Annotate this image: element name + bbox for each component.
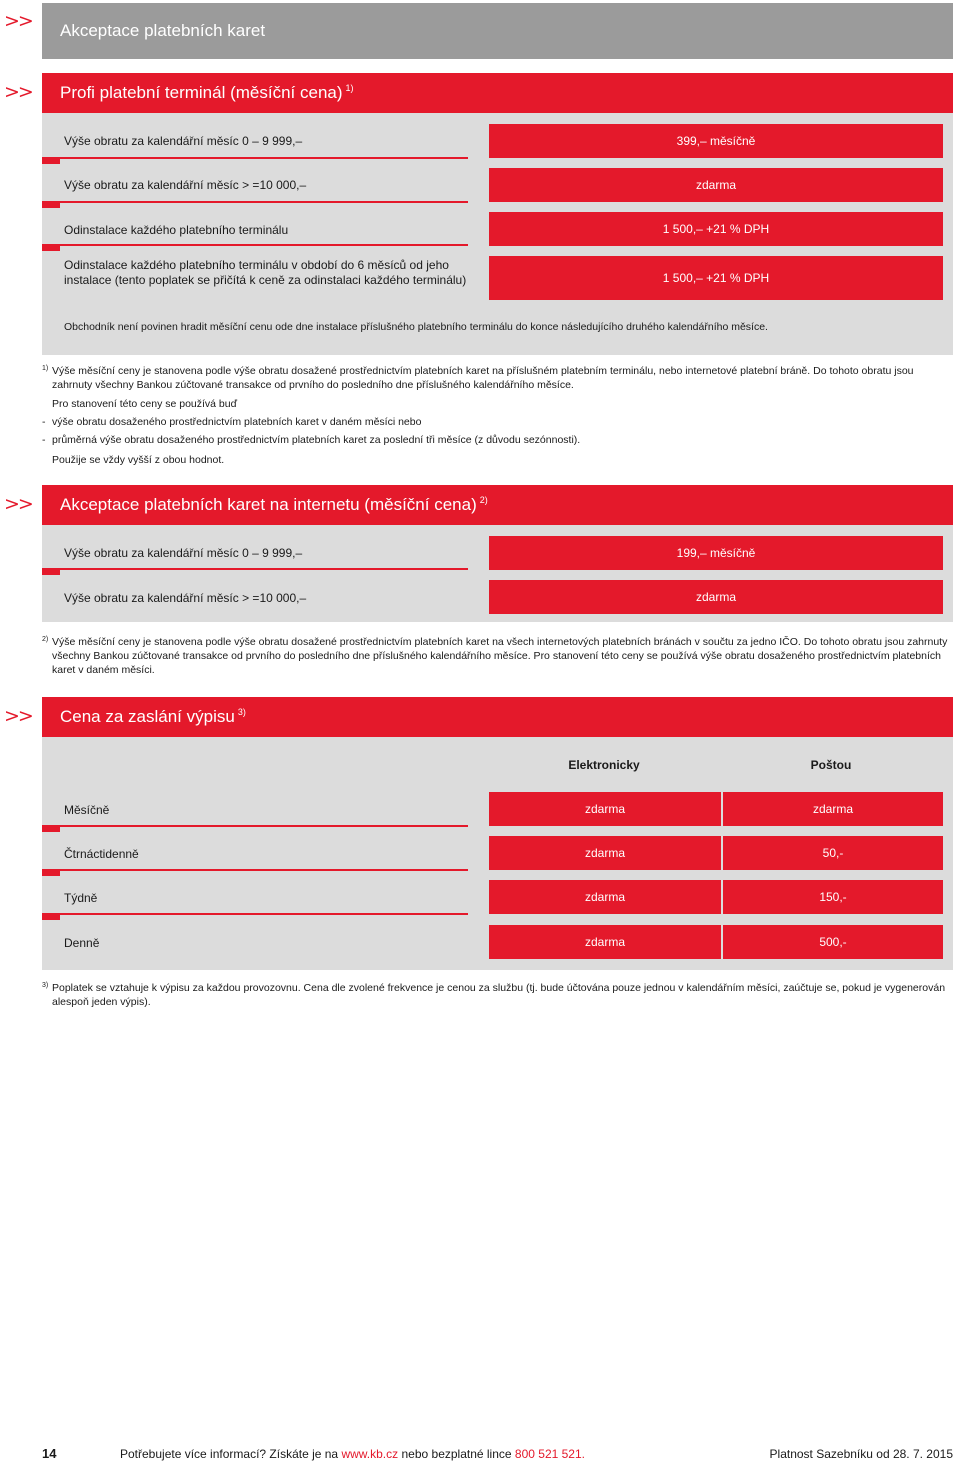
column-header-electronic: Elektronicky — [568, 758, 640, 772]
cell-post: 150,- — [723, 880, 943, 914]
footer-info: Potřebujete více informací? Získáte je na www.kb.cz nebo bezplatné lince 800 521 521. — [120, 1447, 585, 1461]
divider-tick — [42, 871, 60, 876]
row-label: Odinstalace každého platebního terminálu v období do 6 měsíců od jeho instalace (tento poplatek se přičítá k ceně za odinstalaci každého terminálu) — [64, 257, 467, 287]
section-title-statement: Cena za zaslání výpisu — [60, 707, 235, 726]
page-title-bar — [42, 3, 953, 59]
chevron-icon: >> — [4, 493, 32, 515]
website-link[interactable]: www.kb.cz — [341, 1447, 399, 1461]
profi-note: Obchodník není povinen hradit měsíční cenu ode dne instalace příslušného platebního terminálu do konce následujícího druhého kalendářního měsíce. — [64, 321, 768, 333]
row-value: 399,– měsíčně — [489, 124, 943, 158]
row-value: 1 500,– +21 % DPH — [489, 212, 943, 246]
footnote-mark: 2) — [42, 636, 49, 643]
row-label: Výše obratu za kalendářní měsíc 0 – 9 999,– — [64, 545, 303, 560]
chevron-icon: >> — [4, 10, 32, 32]
section-title-bar-statement — [42, 697, 953, 737]
cell-electronic: zdarma — [489, 925, 721, 959]
row-label: Měsíčně — [64, 802, 110, 817]
dash-marker: - — [42, 434, 46, 446]
page-title: Akceptace platebních karet — [60, 21, 266, 40]
cell-post: 500,- — [723, 925, 943, 959]
phone-link[interactable]: 800 521 521 — [514, 1447, 582, 1461]
row-divider — [42, 825, 468, 827]
section-title-bar-internet — [42, 485, 953, 525]
footnote-list-item: - výše obratu dosaženého prostřednictvím platebních karet v daném měsíci nebo — [42, 416, 422, 428]
cell-post: zdarma — [723, 792, 943, 826]
footnote-mark: 1) — [42, 365, 49, 372]
cell-electronic: zdarma — [489, 836, 721, 870]
row-value: zdarma — [489, 580, 943, 614]
row-value: 199,– měsíčně — [489, 536, 943, 570]
row-divider — [42, 244, 468, 246]
row-value: zdarma — [489, 168, 943, 202]
footnote-3 — [42, 981, 952, 1009]
internet-panel — [42, 525, 953, 622]
footnote-text: Výše měsíční ceny je stanovena podle výše obratu dosažené prostřednictvím platebních karet na příslušném platebním terminálu, nebo internetové platební bráně. Do tohoto obratu jsou zahrnuty všechny Bankou zúčtované transakce od prvního do posledního dne příslušného kalendářního měsíce. — [52, 365, 914, 391]
section-title-bar-profi — [42, 73, 953, 113]
footnote-1 — [42, 364, 952, 392]
footnote-outro: Použije se vždy vyšší z obou hodnot. — [52, 454, 225, 466]
row-label: Výše obratu za kalendářní měsíc > =10 000,– — [64, 177, 307, 192]
row-divider — [42, 201, 468, 203]
footnote-intro: Pro stanovení této ceny se používá buď — [52, 398, 238, 410]
divider-tick — [42, 203, 60, 208]
page-number: 14 — [42, 1446, 57, 1461]
row-value: 1 500,– +21 % DPH — [489, 256, 943, 300]
row-divider — [42, 157, 468, 159]
divider-tick — [42, 915, 60, 920]
divider-tick — [42, 159, 60, 164]
row-divider — [42, 913, 468, 915]
cell-electronic: zdarma — [489, 880, 721, 914]
footnote-ref: 3) — [237, 707, 246, 717]
row-label: Týdně — [64, 890, 98, 905]
cell-electronic: zdarma — [489, 792, 721, 826]
divider-tick — [42, 827, 60, 832]
chevron-icon: >> — [4, 81, 32, 103]
row-label: Denně — [64, 935, 100, 950]
footnote-mark: 3) — [42, 982, 49, 989]
dash-marker: - — [42, 416, 46, 428]
statement-panel — [42, 737, 953, 970]
footnote-ref: 1) — [345, 83, 354, 93]
validity-date: Platnost Sazebníku od 28. 7. 2015 — [769, 1447, 953, 1461]
row-divider — [42, 869, 468, 871]
footnote-ref: 2) — [479, 495, 488, 505]
divider-tick — [42, 246, 60, 251]
footnote-list-item: - průměrná výše obratu dosaženého prostřednictvím platebních karet za poslední tři měsíce (z důvodu sezónnosti). — [42, 434, 581, 446]
profi-panel — [42, 113, 953, 355]
footnote-2 — [42, 635, 952, 677]
row-label: Čtrnáctidenně — [64, 846, 139, 861]
row-label: Výše obratu za kalendářní měsíc > =10 000,– — [64, 590, 307, 605]
column-header-post: Poštou — [810, 758, 852, 772]
cell-post: 50,- — [723, 836, 943, 870]
row-divider — [42, 568, 468, 570]
row-label: Výše obratu za kalendářní měsíc 0 – 9 999,– — [64, 133, 303, 148]
chevron-icon: >> — [4, 705, 32, 727]
page-footer — [0, 1446, 960, 1464]
footnote-text: Poplatek se vztahuje k výpisu za každou provozovnu. Cena dle zvolené frekvence je cenou za službu (tj. bude účtována pouze jednou v kalendářním měsíci, zaúčtuje se, pokud je vygenerován alespoň jeden výpis). — [52, 982, 946, 1008]
row-label: Odinstalace každého platebního terminálu — [64, 222, 289, 237]
section-title-internet: Akceptace platebních karet na internetu (měsíční cena) — [60, 495, 477, 514]
divider-tick — [42, 570, 60, 575]
footnote-text: Výše měsíční ceny je stanovena podle výše obratu dosažené prostřednictvím platebních karet na všech internetových platebních bránách v součtu za jedno IČO. Do tohoto obratu jsou zahrnuty všechny Bankou zúčtované transakce od prvního do posledního dne příslušného kalendářního měsíce. Pro stanovení této ceny se používá výše obratu dosaženého prostřednictvím platebních karet v daném měsíci. — [52, 636, 948, 676]
section-title-profi: Profi platební terminál (měsíční cena) — [60, 83, 343, 102]
